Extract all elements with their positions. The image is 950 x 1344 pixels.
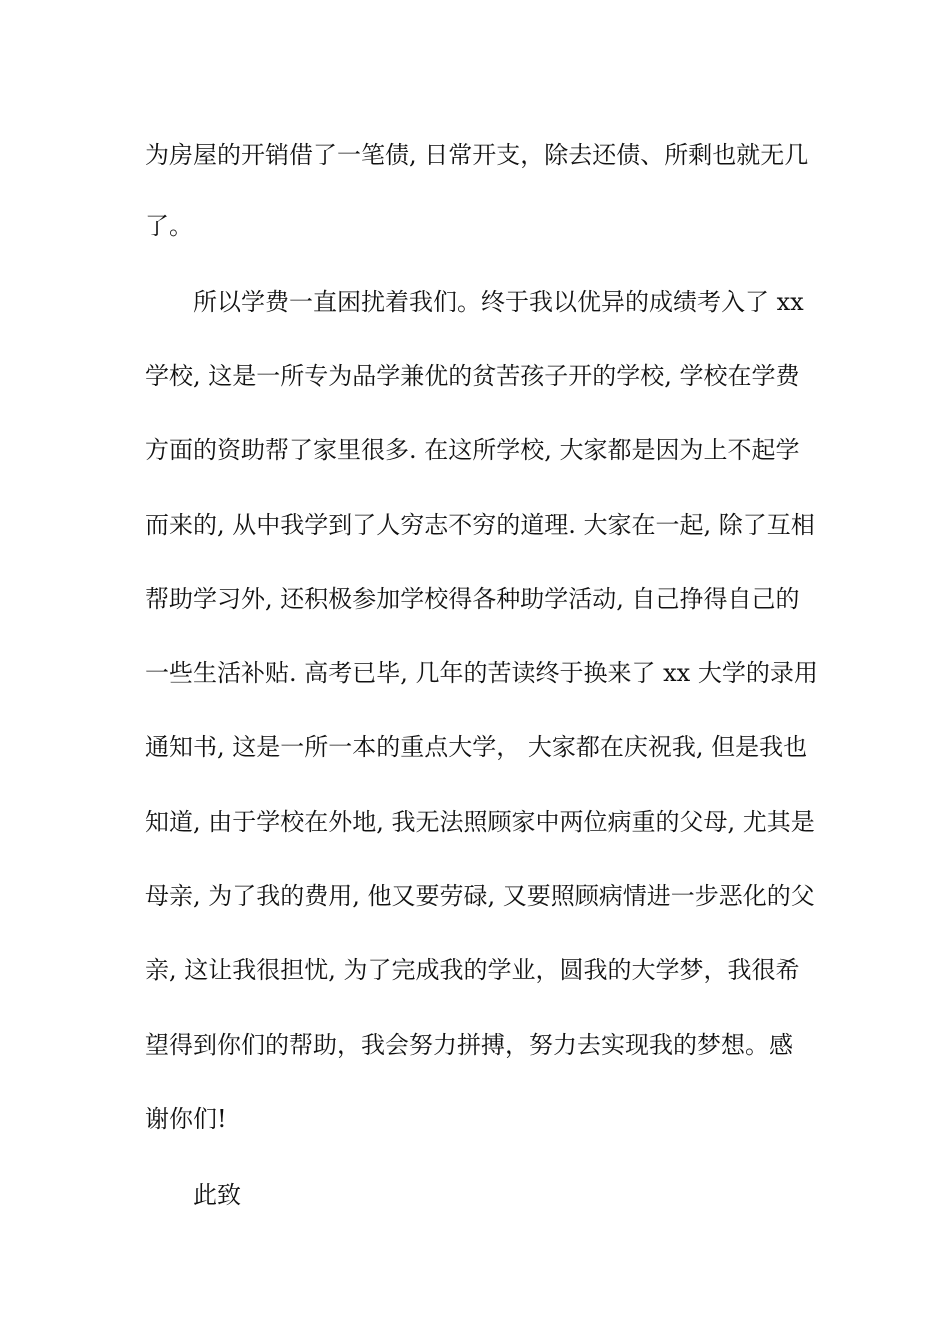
text-line-4: 学校, 这是一所专为品学兼优的贫苦孩子开的学校, 学校在学费: [145, 362, 800, 390]
text-line-8: 一些生活补贴. 高考已毕, 几年的苦读终于换来了 xx 大学的录用: [145, 659, 818, 687]
closing-salutation: 此致: [193, 1181, 241, 1209]
text-line-3: 所以学费一直困扰着我们。终于我以优异的成绩考入了 xx: [193, 288, 804, 316]
text-line-1: 为房屋的开销借了一笔债, 日常开支，除去还债、所剩也就无几: [145, 141, 809, 169]
text-line-12: 亲, 这让我很担忧, 为了完成我的学业，圆我的大学梦，我很希: [145, 956, 800, 984]
text-line-14: 谢你们!: [145, 1105, 227, 1133]
text-line-9: 通知书, 这是一所一本的重点大学， 大家都在庆祝我, 但是我也: [145, 733, 808, 761]
text-line-10: 知道, 由于学校在外地, 我无法照顾家中两位病重的父母, 尤其是: [145, 808, 815, 836]
text-line-2: 了。: [145, 212, 193, 240]
text-line-11: 母亲, 为了我的费用, 他又要劳碌, 又要照顾病情进一步恶化的父: [145, 882, 815, 910]
text-line-5: 方面的资助帮了家里很多. 在这所学校, 大家都是因为上不起学: [145, 436, 800, 464]
text-line-6: 而来的, 从中我学到了人穷志不穷的道理. 大家在一起, 除了互相: [145, 511, 815, 539]
text-line-7: 帮助学习外, 还积极参加学校得各种助学活动, 自己挣得自己的: [145, 585, 800, 613]
text-line-13: 望得到你们的帮助，我会努力拼搏，努力去实现我的梦想。感: [145, 1031, 793, 1059]
